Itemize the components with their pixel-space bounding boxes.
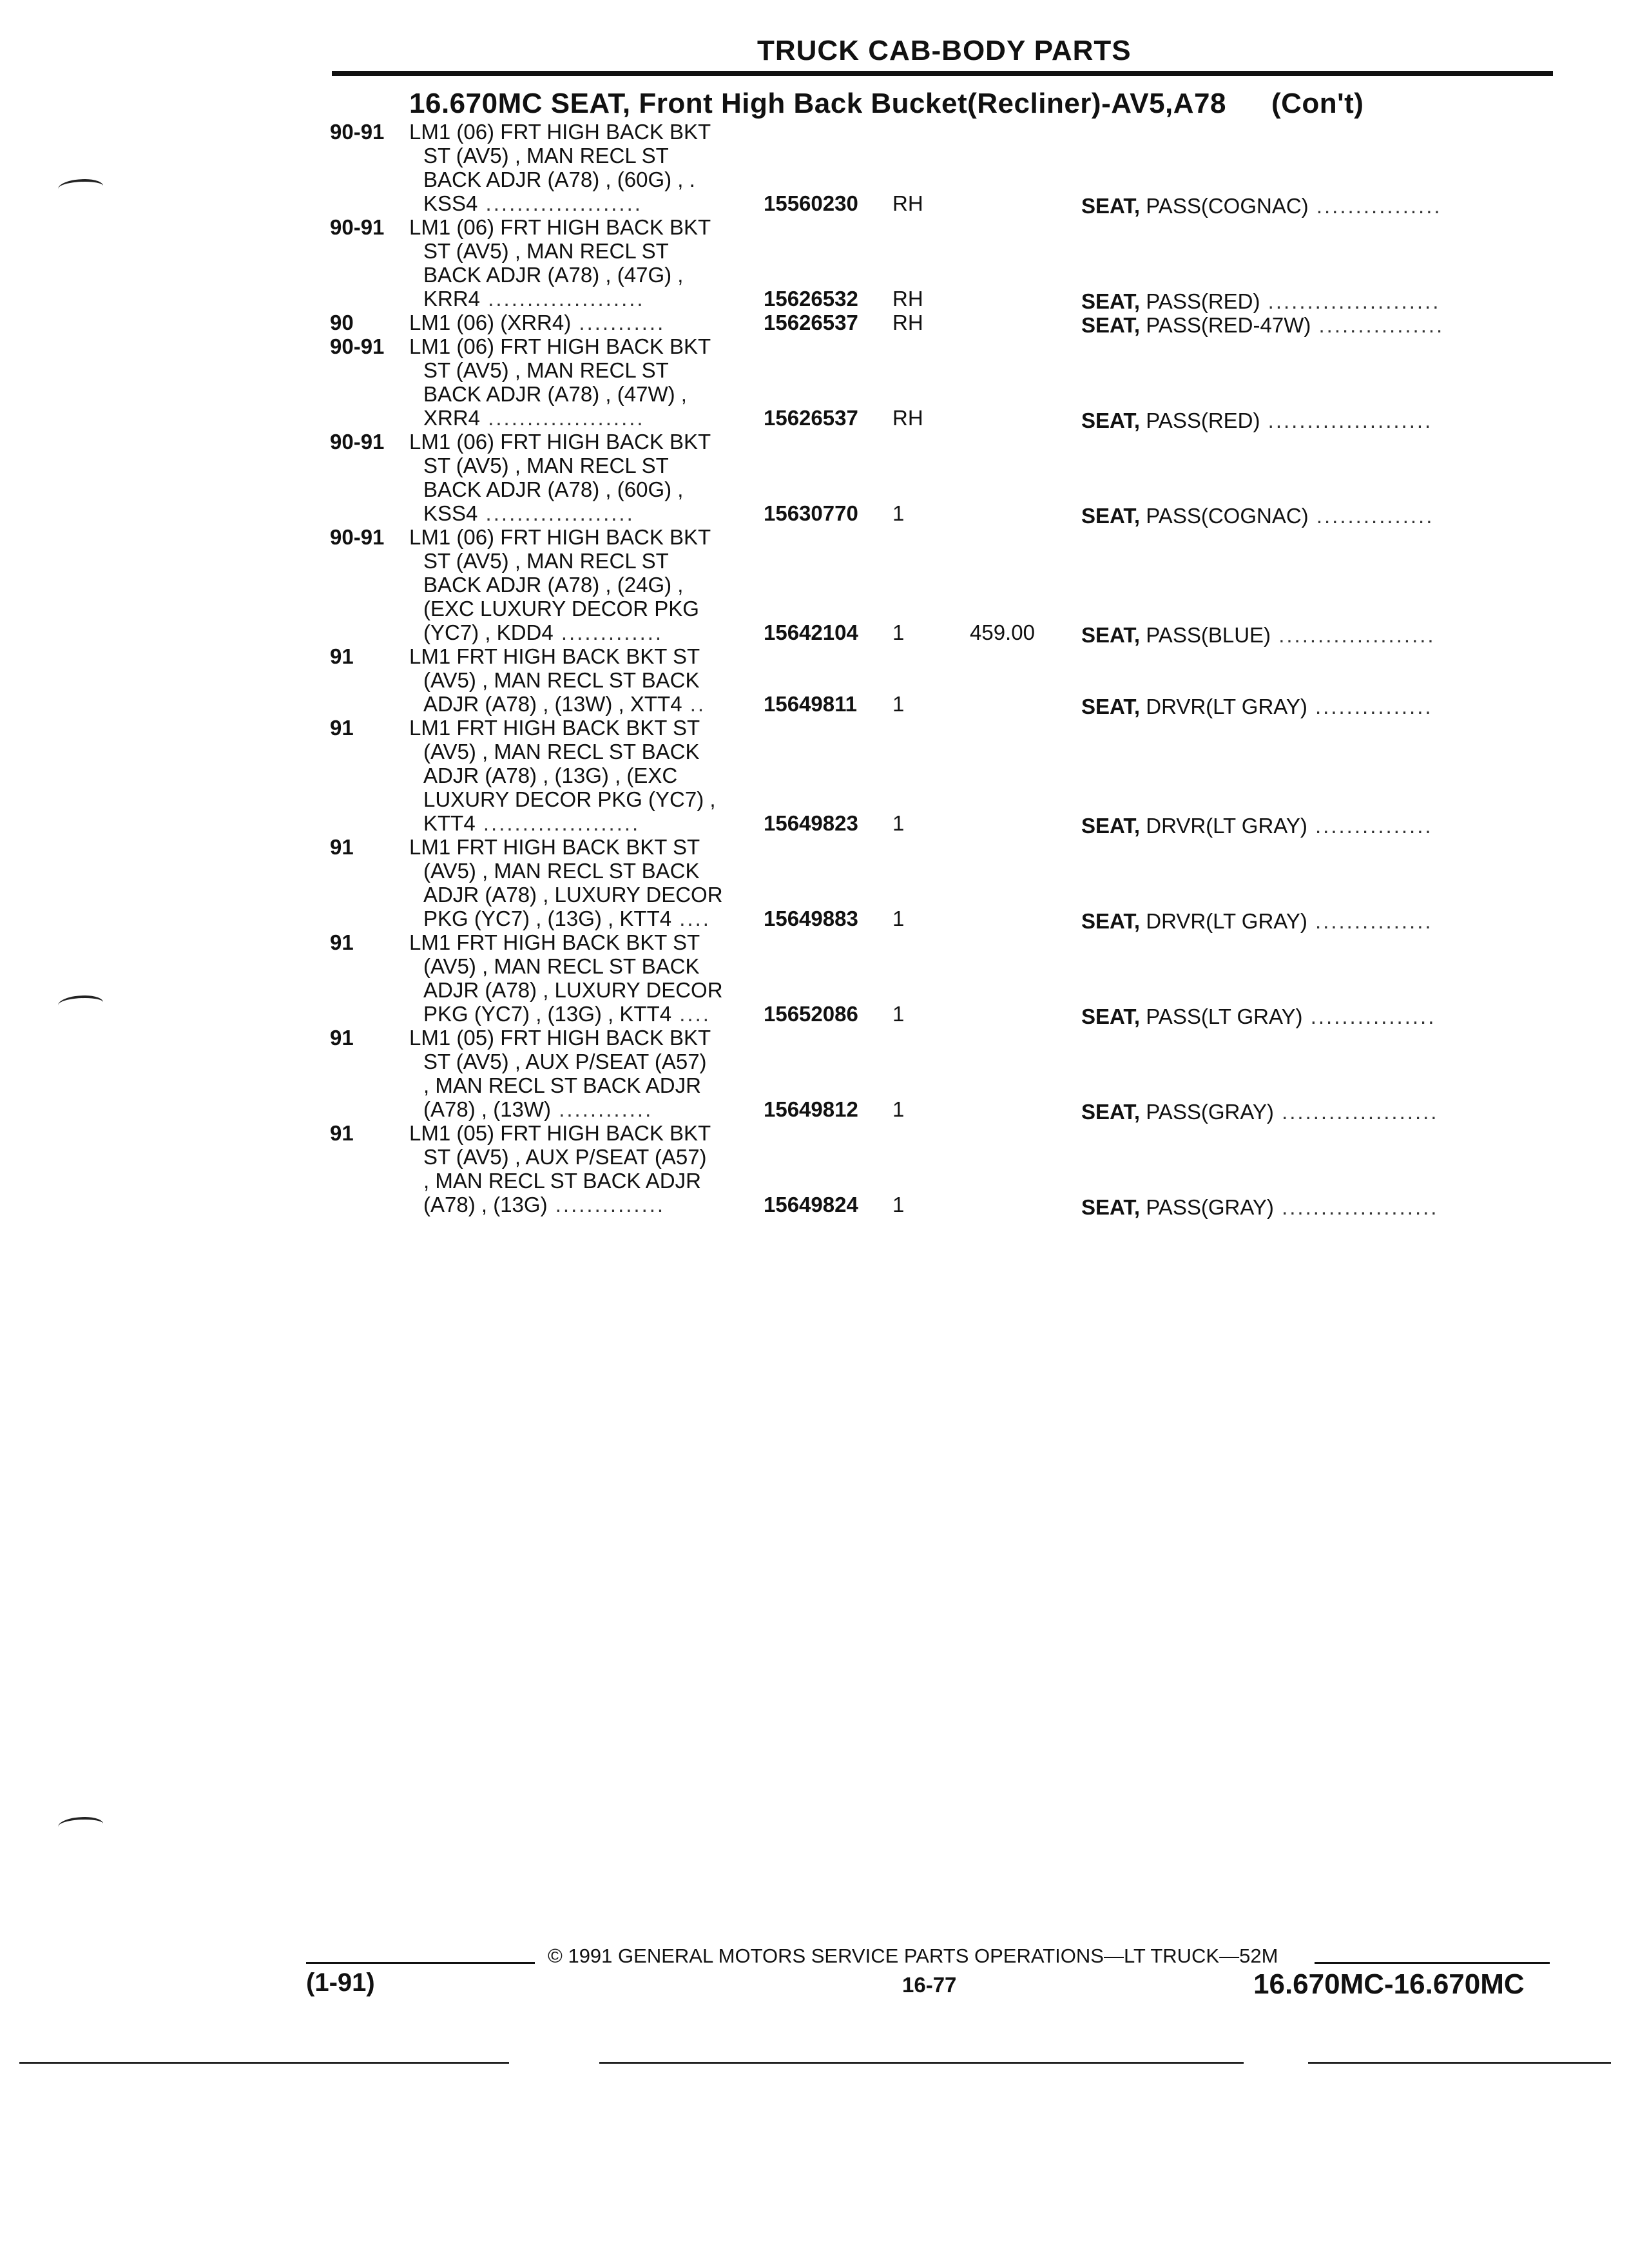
description-text: KTT4 xyxy=(423,811,476,835)
description-line xyxy=(409,263,751,287)
dot-leader: .................... xyxy=(475,811,641,835)
item-name-bold: SEAT, xyxy=(1081,504,1141,528)
description-line xyxy=(409,1145,751,1169)
description-text: KRR4 xyxy=(423,287,481,311)
dot-leader: .................... xyxy=(480,287,645,311)
parts-entry xyxy=(0,311,1629,337)
description-line xyxy=(409,668,751,692)
description-text: , MAN RECL ST BACK ADJR xyxy=(423,1073,701,1097)
description-line xyxy=(409,573,751,597)
model-year: 90-91 xyxy=(330,525,385,549)
parts-entry xyxy=(0,1026,1629,1124)
price: 459.00 xyxy=(970,620,1035,644)
description-line xyxy=(409,358,751,382)
usage-description xyxy=(409,311,751,334)
header-rule xyxy=(332,71,1553,76)
description-line xyxy=(409,1097,751,1121)
description-line xyxy=(409,191,751,215)
footer-date: (1-91) xyxy=(306,1968,375,1997)
section-continued-label: (Con't) xyxy=(1271,88,1364,119)
model-year: 91 xyxy=(330,1121,354,1145)
dot-leader: .................... xyxy=(480,406,645,430)
item-name-detail: PASS(RED) xyxy=(1140,289,1260,313)
dot-leader: .... xyxy=(671,1002,711,1026)
description-line xyxy=(409,334,751,358)
description-line xyxy=(409,740,751,764)
description-line xyxy=(409,1121,751,1145)
item-dot-leader: ..................... xyxy=(1260,408,1433,432)
usage-description xyxy=(409,930,751,1026)
quantity: 1 xyxy=(892,501,905,525)
description-line xyxy=(409,859,751,883)
part-number: 15649811 xyxy=(764,692,858,716)
dot-leader: ............ xyxy=(551,1097,653,1121)
scan-edge-line xyxy=(599,2062,1244,2064)
description-text: (YC7) , KDD4 xyxy=(423,620,554,644)
parts-entry xyxy=(0,1121,1629,1219)
description-line xyxy=(409,477,751,501)
usage-description xyxy=(409,430,751,525)
usage-description xyxy=(409,1121,751,1216)
description-line xyxy=(409,716,751,740)
item-dot-leader: .................... xyxy=(1273,1100,1439,1124)
item-dot-leader: ............... xyxy=(1307,909,1433,933)
description-text: ADJR (A78) , (13W) , XTT4 xyxy=(423,692,682,716)
description-text: BACK ADJR (A78) , (24G) , xyxy=(423,573,684,597)
description-line xyxy=(409,811,751,835)
item-dot-leader: ............... xyxy=(1307,695,1433,718)
description-text: ST (AV5) , MAN RECL ST xyxy=(423,239,669,263)
model-year: 91 xyxy=(330,835,354,859)
description-line xyxy=(409,287,751,311)
part-number: 15649812 xyxy=(764,1097,858,1121)
quantity: RH xyxy=(892,406,923,430)
description-text: KSS4 xyxy=(423,501,478,525)
parts-entry xyxy=(0,716,1629,838)
scan-edge-line xyxy=(1308,2062,1611,2064)
scan-edge-line xyxy=(19,2062,509,2064)
footer-copyright: © 1991 GENERAL MOTORS SERVICE PARTS OPERATIONS—LT TRUCK—52M xyxy=(548,1945,1278,1967)
description-text: LM1 (06) FRT HIGH BACK BKT xyxy=(409,334,711,358)
description-line xyxy=(409,120,751,144)
description-line xyxy=(409,787,751,811)
item-name-bold: SEAT, xyxy=(1081,1100,1141,1124)
item-dot-leader: .................... xyxy=(1273,1195,1439,1219)
item-name-bold: SEAT, xyxy=(1081,289,1141,313)
description-line xyxy=(409,835,751,859)
description-line xyxy=(409,1169,751,1193)
description-text: (AV5) , MAN RECL ST BACK xyxy=(423,668,700,692)
part-number: 15649823 xyxy=(764,811,858,835)
item-name-detail: PASS(LT GRAY) xyxy=(1140,1004,1303,1028)
quantity: 1 xyxy=(892,1002,905,1026)
description-text: LM1 FRT HIGH BACK BKT ST xyxy=(409,835,700,859)
description-line xyxy=(409,239,751,263)
description-line xyxy=(409,525,751,549)
description-line xyxy=(409,382,751,406)
description-text: (A78) , (13W) xyxy=(423,1097,552,1121)
description-line xyxy=(409,1193,751,1216)
usage-description xyxy=(409,1026,751,1121)
description-line xyxy=(409,692,751,716)
usage-description xyxy=(409,525,751,644)
description-text: ST (AV5) , AUX P/SEAT (A57) xyxy=(423,1050,707,1073)
item-name-detail: PASS(RED-47W) xyxy=(1140,313,1311,337)
model-year: 91 xyxy=(330,1026,354,1050)
description-line xyxy=(409,144,751,168)
part-number: 15626537 xyxy=(764,406,858,430)
item-name-detail: DRVR(LT GRAY) xyxy=(1140,814,1307,838)
item-dot-leader: ................ xyxy=(1311,313,1445,337)
description-text: LM1 (06) FRT HIGH BACK BKT xyxy=(409,215,711,239)
dot-leader: .................... xyxy=(477,191,642,215)
description-text: KSS4 xyxy=(423,191,478,215)
part-number: 15642104 xyxy=(764,620,858,644)
quantity: RH xyxy=(892,311,923,334)
description-text: (EXC LUXURY DECOR PKG xyxy=(423,597,699,620)
dot-leader: ................... xyxy=(477,501,635,525)
item-name-detail: PASS(RED) xyxy=(1140,408,1260,432)
description-line xyxy=(409,1073,751,1097)
description-text: ST (AV5) , MAN RECL ST xyxy=(423,358,669,382)
description-text: LM1 (06) FRT HIGH BACK BKT xyxy=(409,525,711,549)
description-line xyxy=(409,907,751,930)
item-dot-leader: ................ xyxy=(1302,1004,1436,1028)
description-text: LM1 (06) FRT HIGH BACK BKT xyxy=(409,120,711,144)
quantity: 1 xyxy=(892,907,905,930)
parts-entry xyxy=(0,930,1629,1026)
description-line xyxy=(409,883,751,907)
item-name-detail: DRVR(LT GRAY) xyxy=(1140,695,1307,718)
description-text: (AV5) , MAN RECL ST BACK xyxy=(423,954,700,978)
item-dot-leader: ............... xyxy=(1308,504,1434,528)
parts-list xyxy=(0,120,1629,1219)
item-name-detail: PASS(COGNAC) xyxy=(1140,194,1309,218)
description-text: ST (AV5) , AUX P/SEAT (A57) xyxy=(423,1145,707,1169)
part-number: 15630770 xyxy=(764,501,858,525)
section-title-text: 16.670MC SEAT, Front High Back Bucket(Recliner)-AV5,A78 xyxy=(409,88,1226,119)
description-text: LUXURY DECOR PKG (YC7) , xyxy=(423,787,716,811)
parts-entry xyxy=(0,430,1629,528)
parts-entry xyxy=(0,334,1629,430)
description-line xyxy=(409,311,751,334)
description-text: (AV5) , MAN RECL ST BACK xyxy=(423,859,700,883)
model-year: 91 xyxy=(330,644,354,668)
description-text: PKG (YC7) , (13G) , KTT4 xyxy=(423,907,672,930)
quantity: 1 xyxy=(892,1193,905,1216)
part-number: 15652086 xyxy=(764,1002,858,1026)
item-dot-leader: ................ xyxy=(1308,194,1442,218)
description-line xyxy=(409,501,751,525)
description-line xyxy=(409,1050,751,1073)
binder-hole-mark xyxy=(58,995,103,1012)
binder-hole-mark xyxy=(58,1817,103,1834)
footer-rule-left xyxy=(306,1962,535,1964)
model-year: 90-91 xyxy=(330,334,385,358)
parts-entry xyxy=(0,525,1629,647)
description-text: ADJR (A78) , LUXURY DECOR xyxy=(423,978,723,1002)
description-text: ADJR (A78) , (13G) , (EXC xyxy=(423,764,678,787)
description-line xyxy=(409,597,751,620)
description-line xyxy=(409,1002,751,1026)
part-number: 15626537 xyxy=(764,311,858,334)
footer-page-number: 16-77 xyxy=(902,1973,957,1997)
item-name-detail: PASS(BLUE) xyxy=(1140,623,1271,647)
model-year: 90-91 xyxy=(330,120,385,144)
description-line xyxy=(409,549,751,573)
part-number: 15649883 xyxy=(764,907,858,930)
description-text: BACK ADJR (A78) , (47W) , xyxy=(423,382,687,406)
description-text: LM1 (06) FRT HIGH BACK BKT xyxy=(409,430,711,454)
usage-description xyxy=(409,835,751,930)
description-text: (AV5) , MAN RECL ST BACK xyxy=(423,740,700,764)
description-text: ST (AV5) , MAN RECL ST xyxy=(423,144,669,168)
item-name-bold: SEAT, xyxy=(1081,1004,1141,1028)
description-line xyxy=(409,978,751,1002)
parts-entry xyxy=(0,644,1629,716)
dot-leader: .... xyxy=(671,907,711,930)
item-name-bold: SEAT, xyxy=(1081,909,1141,933)
item-name-bold: SEAT, xyxy=(1081,623,1141,647)
description-line xyxy=(409,168,751,191)
binder-hole-mark xyxy=(58,179,103,196)
description-line xyxy=(409,406,751,430)
description-text: (A78) , (13G) xyxy=(423,1193,548,1216)
section-title xyxy=(409,88,1364,120)
quantity: RH xyxy=(892,191,923,215)
model-year: 91 xyxy=(330,716,354,740)
item-dot-leader: .................... xyxy=(1271,623,1436,647)
description-line xyxy=(409,454,751,477)
model-year: 90-91 xyxy=(330,430,385,454)
item-name xyxy=(1081,1195,1438,1220)
description-text: BACK ADJR (A78) , (60G) , . xyxy=(423,168,695,191)
description-line xyxy=(409,1026,751,1050)
description-text: PKG (YC7) , (13G) , KTT4 xyxy=(423,1002,672,1026)
model-year: 90-91 xyxy=(330,215,385,239)
parts-entry xyxy=(0,215,1629,311)
parts-entry xyxy=(0,835,1629,933)
dot-leader: .. xyxy=(682,692,706,716)
part-number: 15626532 xyxy=(764,287,858,311)
usage-description xyxy=(409,644,751,716)
dot-leader: .............. xyxy=(547,1193,666,1216)
model-year: 90 xyxy=(330,311,354,334)
quantity: 1 xyxy=(892,811,905,835)
description-text: LM1 FRT HIGH BACK BKT ST xyxy=(409,644,700,668)
usage-description xyxy=(409,215,751,311)
item-dot-leader: ............... xyxy=(1307,814,1433,838)
description-text: BACK ADJR (A78) , (60G) , xyxy=(423,477,684,501)
description-text: BACK ADJR (A78) , (47G) , xyxy=(423,263,684,287)
description-text: LM1 (06) (XRR4) xyxy=(409,311,572,334)
description-line xyxy=(409,430,751,454)
description-line xyxy=(409,215,751,239)
quantity: 1 xyxy=(892,1097,905,1121)
description-text: LM1 (05) FRT HIGH BACK BKT xyxy=(409,1026,711,1050)
page-header-title: TRUCK CAB-BODY PARTS xyxy=(757,35,1132,66)
description-line xyxy=(409,644,751,668)
dot-leader: ............. xyxy=(553,620,664,644)
model-year: 91 xyxy=(330,930,354,954)
usage-description xyxy=(409,334,751,430)
description-text: ST (AV5) , MAN RECL ST xyxy=(423,454,669,477)
description-text: LM1 FRT HIGH BACK BKT ST xyxy=(409,716,700,740)
quantity: 1 xyxy=(892,692,905,716)
item-name-bold: SEAT, xyxy=(1081,695,1141,718)
footer-section-range: 16.670MC-16.670MC xyxy=(1253,1968,1525,2000)
parts-entry xyxy=(0,120,1629,218)
description-text: LM1 FRT HIGH BACK BKT ST xyxy=(409,930,700,954)
description-text: LM1 (05) FRT HIGH BACK BKT xyxy=(409,1121,711,1145)
item-name-bold: SEAT, xyxy=(1081,1195,1141,1219)
description-text: ADJR (A78) , LUXURY DECOR xyxy=(423,883,723,907)
usage-description xyxy=(409,120,751,215)
item-name-bold: SEAT, xyxy=(1081,408,1141,432)
item-name-bold: SEAT, xyxy=(1081,313,1141,337)
usage-description xyxy=(409,716,751,835)
description-text: ST (AV5) , MAN RECL ST xyxy=(423,549,669,573)
dot-leader: ........... xyxy=(571,311,666,334)
part-number: 15560230 xyxy=(764,191,858,215)
item-name-bold: SEAT, xyxy=(1081,194,1141,218)
quantity: 1 xyxy=(892,620,905,644)
part-number: 15649824 xyxy=(764,1193,858,1216)
item-dot-leader: ...................... xyxy=(1260,289,1441,313)
description-text: XRR4 xyxy=(423,406,481,430)
quantity: RH xyxy=(892,287,923,311)
item-name-detail: PASS(GRAY) xyxy=(1140,1195,1274,1219)
item-name-detail: PASS(COGNAC) xyxy=(1140,504,1309,528)
description-line xyxy=(409,930,751,954)
item-name-bold: SEAT, xyxy=(1081,814,1141,838)
description-line xyxy=(409,954,751,978)
footer-rule-right xyxy=(1315,1962,1550,1964)
item-name-detail: DRVR(LT GRAY) xyxy=(1140,909,1307,933)
item-name-detail: PASS(GRAY) xyxy=(1140,1100,1274,1124)
description-text: , MAN RECL ST BACK ADJR xyxy=(423,1169,701,1193)
description-line xyxy=(409,764,751,787)
description-line xyxy=(409,620,751,644)
